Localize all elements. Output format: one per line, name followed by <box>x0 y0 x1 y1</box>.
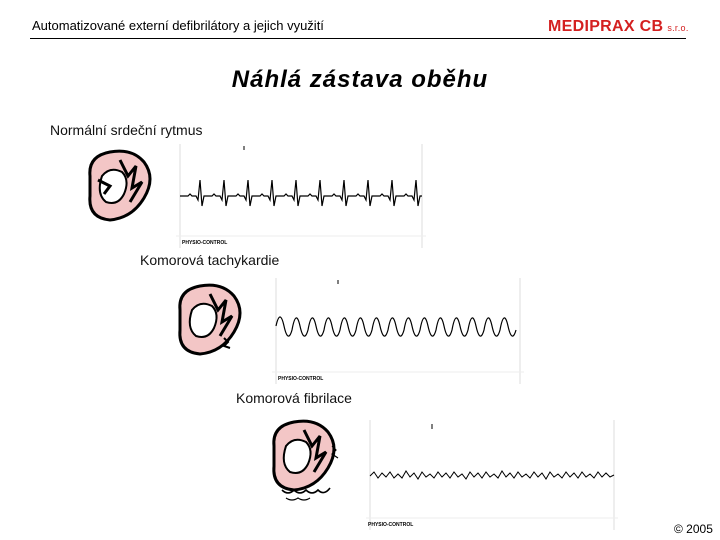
header-title: Automatizované externí defibrilátory a jejich využití <box>32 18 324 33</box>
logo-suffix: s.r.o. <box>667 23 689 33</box>
slide-title: Náhlá zástava oběhu <box>231 66 489 93</box>
copyright: © 2005 <box>674 522 713 536</box>
ecg-strip-vf <box>366 420 618 530</box>
logo-text: MEDIPRAX CB <box>548 18 664 35</box>
rhythm-label-vt: Komorová tachykardie <box>140 252 280 268</box>
header-divider <box>30 38 686 39</box>
heart-vt-icon <box>170 280 250 360</box>
strip-brand-vt: PHYSIO-CONTROL <box>278 376 324 382</box>
strip-brand-normal: PHYSIO-CONTROL <box>182 240 228 246</box>
ecg-strip-vt <box>272 278 524 384</box>
header-logo <box>548 18 689 36</box>
rhythm-label-normal: Normální srdeční rytmus <box>50 122 203 138</box>
heart-normal-icon <box>80 146 160 226</box>
heart-vf-icon <box>264 416 348 506</box>
strip-brand-vf: PHYSIO-CONTROL <box>368 522 414 528</box>
ecg-strip-normal <box>176 144 426 248</box>
rhythm-label-vf: Komorová fibrilace <box>236 390 352 406</box>
